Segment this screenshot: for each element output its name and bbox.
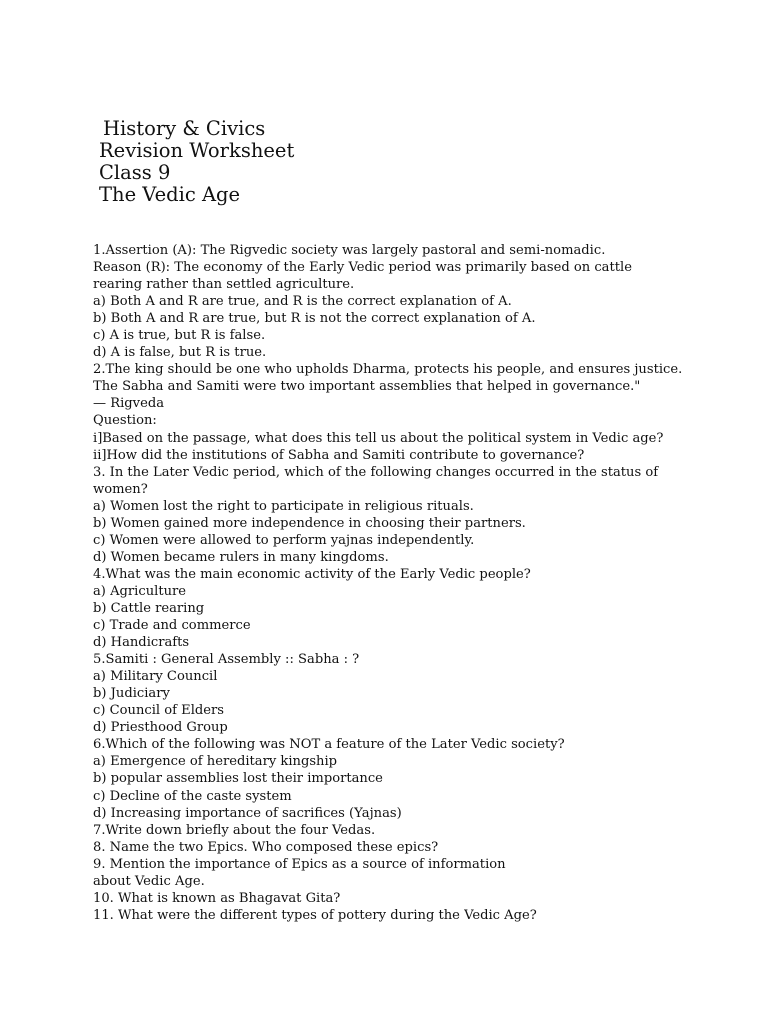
text-line: women?: [93, 481, 148, 497]
text-line: 9. Mention the importance of Epics as a source of information: [93, 856, 506, 872]
text-line: c) Decline of the caste system: [93, 788, 292, 804]
text-line: 1.Assertion (A): The Rigvedic society was largely pastoral and semi-nomadic.: [93, 243, 606, 258]
text-line: b) Women gained more independence in choosing their partners.: [93, 515, 526, 531]
text-line: a) Agriculture: [93, 583, 187, 599]
text-line: d) A is false, but R is true.: [93, 345, 267, 361]
text-line: b) Cattle rearing: [93, 600, 205, 616]
text-line: The Sabha and Samiti were two important assemblies that helped in governance.": [93, 379, 641, 395]
text-line: 3. In the Later Vedic period, which of the following changes occurred in the status of: [93, 464, 659, 480]
questions-body: [93, 242, 693, 924]
text-line: c) Council of Elders: [93, 703, 224, 719]
text-line: d) Priesthood Group: [93, 720, 228, 736]
text-line: 8. Name the two Epics. Who composed these epics?: [93, 839, 439, 855]
text-line: 7.Write down briefly about the four Vedas.: [93, 822, 376, 838]
class-label: Class 9: [99, 161, 171, 184]
text-line: b) Both A and R are true, but R is not the correct explanation of A.: [93, 311, 536, 327]
text-line: Reason (R): The economy of the Early Vedic period was primarily based on cattle: [93, 260, 632, 276]
text-line: a) Emergence of hereditary kingship: [93, 754, 338, 770]
text-line: a) Women lost the right to participate in religious rituals.: [93, 498, 474, 514]
text-line: 11. What were the different types of pottery during the Vedic Age?: [93, 907, 537, 923]
text-line: b) Judiciary: [93, 686, 170, 702]
text-line: rearing rather than settled agriculture.: [93, 277, 355, 293]
text-line: c) Trade and commerce: [93, 618, 251, 634]
text-line: d) Women became rulers in many kingdoms.: [93, 549, 389, 565]
text-line: 2.The king should be one who upholds Dharma, protects his people, and ensures justice.: [93, 362, 683, 378]
text-line: — Rigveda: [93, 396, 165, 412]
text-line: i]Based on the passage, what does this tell us about the political system in Vedic age?: [93, 430, 664, 446]
text-line: a) Both A and R are true, and R is the correct explanation of A.: [93, 294, 512, 310]
text-line: 6.Which of the following was NOT a feature of the Later Vedic society?: [93, 737, 565, 753]
text-line: 4.What was the main economic activity of the Early Vedic people?: [93, 566, 531, 582]
topic-title: The Vedic Age: [99, 183, 241, 206]
text-line: d) Handicrafts: [93, 635, 190, 651]
text-line: c) A is true, but R is false.: [93, 328, 266, 344]
text-line: c) Women were allowed to perform yajnas independently.: [93, 532, 475, 548]
text-line: d) Increasing importance of sacrifices (Yajnas): [93, 805, 402, 821]
text-line: a) Military Council: [93, 669, 218, 685]
text-line: 5.Samiti : General Assembly :: Sabha : ?: [93, 652, 360, 668]
text-line: b) popular assemblies lost their importance: [93, 771, 383, 787]
worksheet-type: Revision Worksheet: [99, 139, 295, 162]
subject-title: History & Civics: [103, 117, 266, 140]
text-line: Question:: [93, 413, 157, 429]
text-line: about Vedic Age.: [93, 873, 205, 889]
worksheet-header: [99, 118, 294, 206]
text-line: 10. What is known as Bhagavat Gita?: [93, 890, 341, 906]
text-line: ii]How did the institutions of Sabha and Samiti contribute to governance?: [93, 447, 585, 463]
